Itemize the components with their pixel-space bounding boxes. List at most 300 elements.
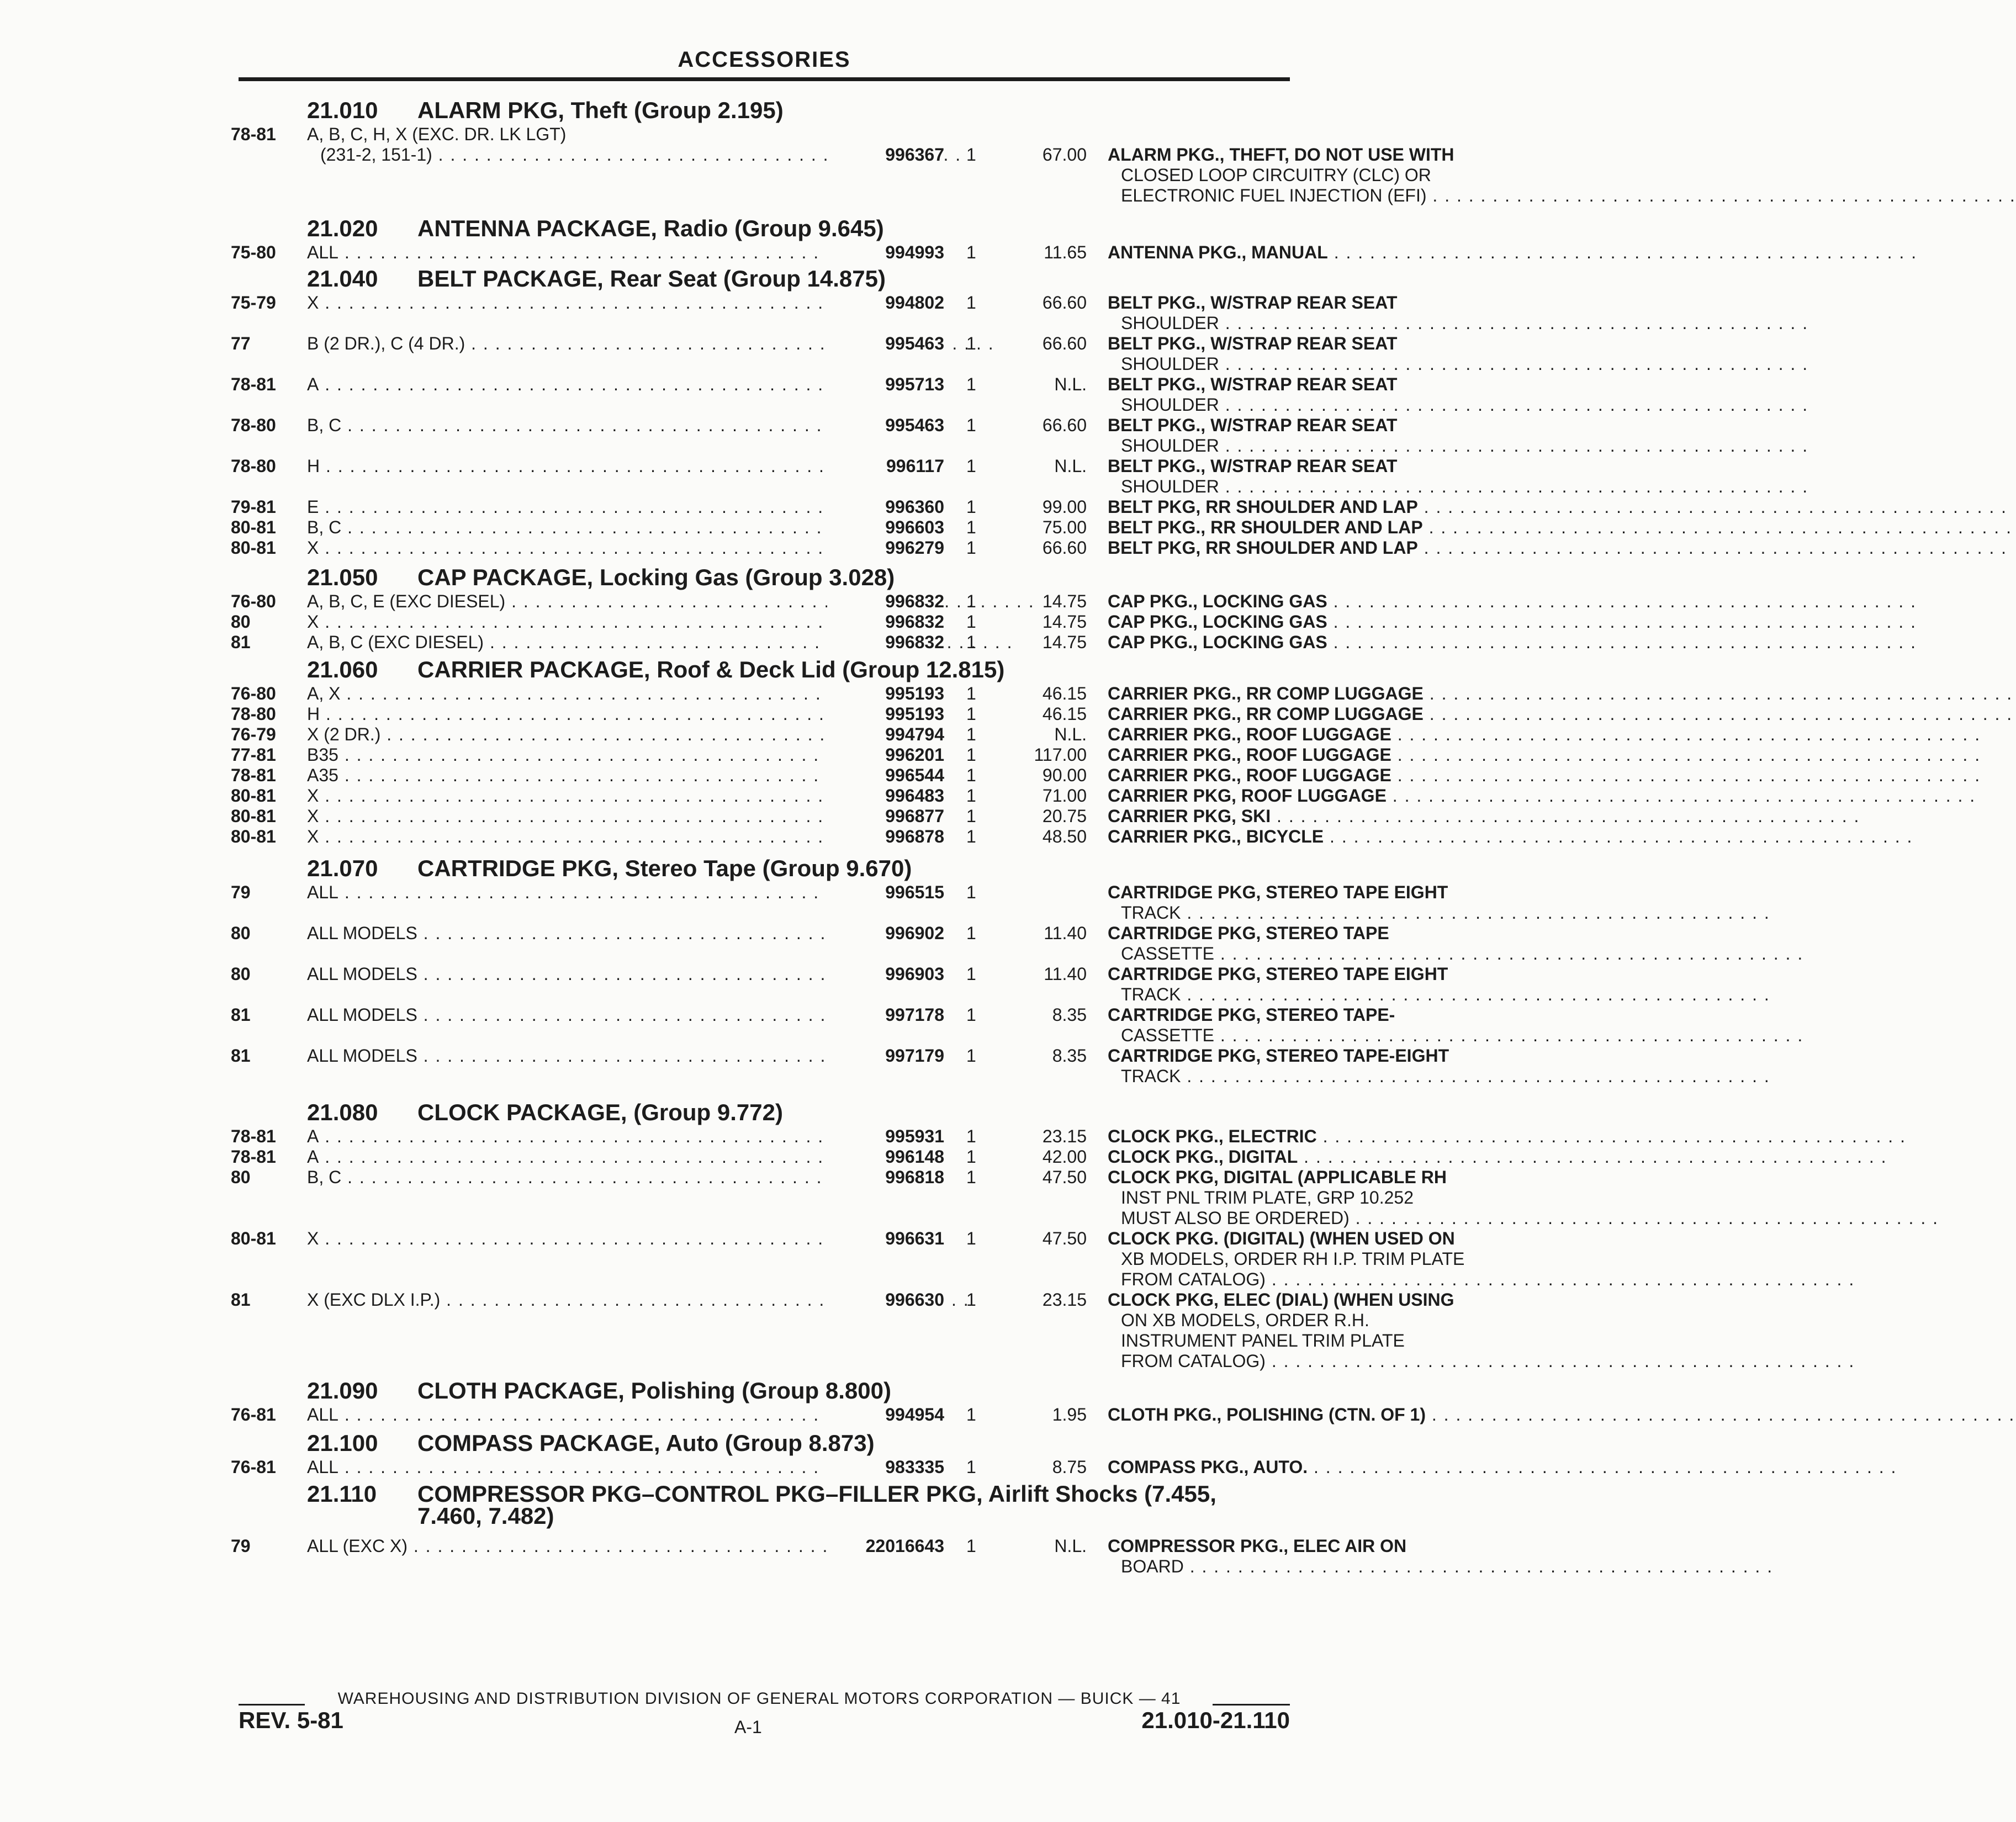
catalog-row bbox=[231, 1167, 1447, 1228]
quantity: 1 bbox=[966, 456, 976, 476]
description-line bbox=[1108, 374, 1526, 395]
catalog-row bbox=[231, 1046, 1449, 1087]
description bbox=[1108, 704, 1526, 724]
footer-page-number: A-1 bbox=[734, 1717, 762, 1737]
description-line bbox=[1108, 333, 1526, 354]
description bbox=[1108, 765, 1526, 786]
quantity: 1 bbox=[966, 145, 976, 165]
price: 46.15 bbox=[1042, 704, 1087, 724]
model-years: 78-81 bbox=[231, 1147, 276, 1167]
description-line bbox=[1108, 1188, 1526, 1208]
description bbox=[1108, 1046, 1526, 1087]
applicable-models-cont: (231-2, 151-1) . . . bbox=[307, 145, 839, 165]
part-number: 996631 bbox=[827, 1228, 944, 1249]
description-text: CARTRIDGE PKG, STEREO TAPE- bbox=[1108, 1005, 1395, 1025]
description-text: CLOSED LOOP CIRCUITRY (CLC) OR bbox=[1121, 165, 1431, 185]
price: 117.00 bbox=[1034, 745, 1087, 765]
quantity: 1 bbox=[966, 964, 976, 984]
price: 23.15 bbox=[1042, 1126, 1087, 1146]
description-line bbox=[1108, 1310, 1526, 1331]
description-text: CLOCK PKG. (DIGITAL) (WHEN USED ON bbox=[1108, 1228, 1455, 1248]
footer-division-text: WAREHOUSING AND DISTRIBUTION DIVISION OF GENERAL MOTORS CORPORATION — BUICK — 41 bbox=[337, 1689, 1181, 1708]
description-text: CARTRIDGE PKG, STEREO TAPE-EIGHT bbox=[1108, 1046, 1449, 1066]
price: 47.50 bbox=[1042, 1228, 1087, 1248]
description-line bbox=[1108, 827, 1505, 847]
description-line bbox=[1108, 395, 1518, 415]
quantity: 1 bbox=[966, 724, 976, 744]
description-line bbox=[1108, 1167, 1526, 1188]
description bbox=[1108, 724, 1526, 745]
part-number: 996515 bbox=[827, 882, 944, 903]
model-years: 77-81 bbox=[231, 745, 276, 765]
part-number: 996818 bbox=[827, 1167, 944, 1188]
part-number: 994993 bbox=[827, 242, 944, 263]
section-title: ANTENNA PACKAGE, Radio (Group 9.645) bbox=[417, 215, 884, 241]
catalog-row bbox=[231, 923, 1389, 964]
price: 20.75 bbox=[1042, 806, 1087, 826]
model-years: 78-80 bbox=[231, 415, 276, 435]
description-text: CARRIER PKG., BICYCLE bbox=[1108, 827, 1324, 846]
description bbox=[1108, 242, 1526, 263]
applicable-models: X . . . bbox=[307, 1228, 826, 1249]
description bbox=[1108, 1536, 1526, 1577]
price: 11.65 bbox=[1044, 242, 1087, 262]
section-heading bbox=[231, 1429, 1297, 1457]
part-number: 996832 bbox=[827, 591, 944, 612]
description bbox=[1108, 591, 1526, 612]
applicable-models: B35 . . . bbox=[307, 745, 826, 765]
description-line bbox=[1108, 436, 1518, 456]
price: 23.15 bbox=[1042, 1290, 1087, 1310]
description-text: SHOULDER bbox=[1121, 354, 1219, 374]
quantity: 1 bbox=[966, 612, 976, 632]
model-years: 76-81 bbox=[231, 1405, 276, 1424]
catalog-row bbox=[231, 1457, 1308, 1477]
applicable-models: B (2 DR.), C (4 DR.) . . . bbox=[307, 333, 826, 354]
description-text: CARTRIDGE PKG, STEREO TAPE EIGHT bbox=[1108, 964, 1448, 984]
price: 14.75 bbox=[1042, 591, 1087, 611]
section-title: CLOCK PACKAGE, (Group 9.772) bbox=[417, 1099, 783, 1125]
section-heading bbox=[231, 656, 1297, 684]
catalog-row bbox=[231, 1147, 1297, 1167]
part-number: 995193 bbox=[827, 704, 944, 724]
catalog-row bbox=[231, 374, 1398, 415]
description bbox=[1108, 374, 1526, 415]
description-line bbox=[1108, 165, 1526, 186]
description-text: SHOULDER bbox=[1121, 313, 1219, 333]
applicable-models: ALL MODELS . . . bbox=[307, 964, 826, 984]
applicable-models: A35 . . . bbox=[307, 765, 826, 786]
applicable-models: ALL . . . bbox=[307, 1405, 826, 1425]
part-number: 996360 bbox=[827, 497, 944, 517]
description bbox=[1108, 145, 1526, 206]
model-years: 78-81 bbox=[231, 374, 276, 394]
description bbox=[1108, 632, 1526, 653]
description-line bbox=[1108, 1536, 1526, 1556]
quantity: 1 bbox=[966, 242, 976, 262]
description-text: CARRIER PKG., ROOF LUGGAGE bbox=[1108, 745, 1391, 765]
description bbox=[1108, 612, 1526, 632]
quantity: 1 bbox=[966, 1228, 976, 1248]
model-years: 81 bbox=[231, 1046, 251, 1066]
price: 14.75 bbox=[1042, 632, 1087, 652]
description bbox=[1108, 1005, 1526, 1046]
applicable-models: X . . . bbox=[307, 612, 826, 632]
quantity: 1 bbox=[966, 517, 976, 537]
description-line bbox=[1108, 456, 1526, 476]
catalog-row bbox=[231, 765, 1391, 786]
quantity: 1 bbox=[966, 1126, 976, 1146]
applicable-models: ALL MODELS . . . bbox=[307, 1005, 826, 1025]
catalog-row bbox=[231, 882, 1448, 923]
description-text: XB MODELS, ORDER RH I.P. TRIM PLATE bbox=[1121, 1249, 1465, 1269]
applicable-models: ALL . . . bbox=[307, 882, 826, 903]
section-number: 21.050 bbox=[307, 564, 378, 590]
price: 66.60 bbox=[1042, 538, 1087, 558]
footer-section-range: 21.010-21.110 bbox=[1141, 1707, 1290, 1733]
model-years: 80 bbox=[231, 923, 251, 943]
section-heading bbox=[231, 215, 1297, 242]
applicable-models: A . . . bbox=[307, 1126, 826, 1147]
description-text: BELT PKG., W/STRAP REAR SEAT bbox=[1108, 333, 1398, 353]
section-number: 21.090 bbox=[307, 1378, 378, 1403]
description-text: CLOCK PKG., DIGITAL bbox=[1108, 1147, 1298, 1167]
description-text: COMPASS PKG., AUTO. bbox=[1108, 1457, 1308, 1477]
part-number: 995463 bbox=[827, 333, 944, 354]
description-text: INSTRUMENT PANEL TRIM PLATE bbox=[1121, 1331, 1405, 1350]
part-number: 996279 bbox=[827, 538, 944, 558]
applicable-models: ALL MODELS . . . bbox=[307, 923, 826, 944]
price: 46.15 bbox=[1042, 684, 1087, 703]
applicable-models: ALL . . . bbox=[307, 1457, 826, 1477]
description-text: BELT PKG., W/STRAP REAR SEAT bbox=[1108, 293, 1398, 313]
description-line bbox=[1108, 497, 1505, 517]
description-line bbox=[1108, 538, 1505, 558]
description-text: CARRIER PKG, SKI bbox=[1108, 806, 1271, 826]
part-number: 996878 bbox=[827, 827, 944, 847]
model-years: 81 bbox=[231, 1290, 251, 1310]
applicable-models: A, B, C (EXC DIESEL) . . . bbox=[307, 632, 826, 653]
model-years: 76-81 bbox=[231, 1457, 276, 1477]
footer-revision: REV. 5-81 bbox=[239, 1707, 343, 1733]
part-number: 995931 bbox=[827, 1126, 944, 1147]
description bbox=[1108, 806, 1526, 827]
catalog-row bbox=[231, 293, 1398, 333]
price: N.L. bbox=[1054, 456, 1087, 476]
model-years: 80-81 bbox=[231, 538, 276, 558]
description-line bbox=[1108, 186, 1518, 206]
catalog-row bbox=[231, 242, 1328, 263]
catalog-row bbox=[231, 497, 1418, 517]
applicable-models: X . . . bbox=[307, 538, 826, 558]
price: 11.40 bbox=[1044, 964, 1087, 984]
description-line bbox=[1108, 964, 1526, 984]
applicable-models: ALL MODELS . . . bbox=[307, 1046, 826, 1066]
description bbox=[1108, 1126, 1526, 1147]
section-heading bbox=[231, 1483, 1297, 1527]
quantity: 1 bbox=[966, 827, 976, 846]
description-text: CAP PKG., LOCKING GAS bbox=[1108, 591, 1327, 611]
price: N.L. bbox=[1054, 724, 1087, 744]
price: 1.95 bbox=[1052, 1405, 1087, 1424]
section-heading bbox=[231, 1377, 1297, 1405]
description bbox=[1108, 1147, 1526, 1167]
description-line bbox=[1108, 806, 1505, 827]
description-line bbox=[1108, 1126, 1505, 1147]
model-years: 81 bbox=[231, 632, 251, 652]
description-text: CLOTH PKG., POLISHING (CTN. OF 1) bbox=[1108, 1405, 1426, 1424]
description-text: CARRIER PKG., ROOF LUGGAGE bbox=[1108, 765, 1391, 785]
description-text: CLOCK PKG., ELECTRIC bbox=[1108, 1126, 1317, 1146]
part-number: 996483 bbox=[827, 786, 944, 806]
description-line bbox=[1108, 632, 1505, 653]
description-line bbox=[1108, 591, 1505, 612]
description bbox=[1108, 882, 1526, 923]
description-text: CASSETTE bbox=[1121, 944, 1214, 963]
price: 8.35 bbox=[1052, 1005, 1087, 1025]
description-text: INST PNL TRIM PLATE, GRP 10.252 bbox=[1121, 1188, 1414, 1207]
quantity: 1 bbox=[966, 374, 976, 394]
description-line bbox=[1108, 1351, 1518, 1371]
applicable-models: X (EXC DLX I.P.) . . . bbox=[307, 1290, 826, 1310]
section-heading bbox=[231, 564, 1297, 591]
model-years: 77 bbox=[231, 333, 251, 353]
model-years: 81 bbox=[231, 1005, 251, 1025]
catalog-row bbox=[231, 724, 1391, 745]
model-years: 80-81 bbox=[231, 517, 276, 537]
quantity: 1 bbox=[966, 293, 976, 313]
quantity: 1 bbox=[966, 704, 976, 724]
description-text: BELT PKG., W/STRAP REAR SEAT bbox=[1108, 374, 1398, 394]
model-years: 79 bbox=[231, 882, 251, 902]
model-years: 76-80 bbox=[231, 591, 276, 611]
description-text: BELT PKG., W/STRAP REAR SEAT bbox=[1108, 456, 1398, 476]
description-line bbox=[1108, 242, 1505, 263]
description-line bbox=[1108, 1208, 1518, 1228]
description bbox=[1108, 497, 1526, 517]
quantity: 1 bbox=[966, 1457, 976, 1477]
description-line bbox=[1108, 745, 1505, 765]
price: 47.50 bbox=[1042, 1167, 1087, 1187]
description-line bbox=[1108, 765, 1505, 786]
applicable-models: B, C . . . bbox=[307, 1167, 826, 1188]
applicable-models: A, B, C, E (EXC DIESEL) . . . bbox=[307, 591, 826, 612]
model-years: 75-79 bbox=[231, 293, 276, 313]
description-line bbox=[1108, 704, 1505, 724]
description-text: CLOCK PKG, DIGITAL (APPLICABLE RH bbox=[1108, 1167, 1447, 1187]
catalog-row bbox=[231, 124, 1454, 206]
applicable-models: H . . . bbox=[307, 704, 826, 724]
description-line bbox=[1108, 415, 1526, 436]
part-number: 983335 bbox=[827, 1457, 944, 1477]
description bbox=[1108, 1228, 1526, 1290]
footer-rule-left bbox=[239, 1704, 305, 1706]
price: 99.00 bbox=[1042, 497, 1087, 517]
part-number: 994802 bbox=[827, 293, 944, 313]
model-years: 78-81 bbox=[231, 765, 276, 785]
quantity: 1 bbox=[966, 806, 976, 826]
model-years: 78-80 bbox=[231, 456, 276, 476]
part-number: 996877 bbox=[827, 806, 944, 827]
description-line bbox=[1108, 476, 1518, 497]
footer-rule-right bbox=[1213, 1704, 1290, 1706]
description-text: BELT PKG, RR SHOULDER AND LAP bbox=[1108, 497, 1418, 517]
model-years: 80 bbox=[231, 1167, 251, 1187]
quantity: 1 bbox=[966, 333, 976, 353]
catalog-row bbox=[231, 745, 1391, 765]
applicable-models: A, B, C, H, X (EXC. DR. LK LGT) bbox=[307, 124, 567, 144]
part-number: 996832 bbox=[827, 612, 944, 632]
description-text: CARTRIDGE PKG, STEREO TAPE EIGHT bbox=[1108, 882, 1448, 902]
applicable-models: B, C . . . bbox=[307, 517, 826, 538]
price: 66.60 bbox=[1042, 293, 1087, 313]
part-number: 994794 bbox=[827, 724, 944, 745]
description-line bbox=[1108, 1249, 1526, 1269]
description bbox=[1108, 964, 1526, 1005]
description-line bbox=[1108, 882, 1526, 903]
applicable-models: X . . . bbox=[307, 786, 826, 806]
description-line bbox=[1108, 145, 1526, 165]
applicable-models: B, C . . . bbox=[307, 415, 826, 436]
price: 42.00 bbox=[1042, 1147, 1087, 1167]
description-text: CASSETTE bbox=[1121, 1025, 1214, 1045]
quantity: 1 bbox=[966, 1147, 976, 1167]
description bbox=[1108, 923, 1526, 964]
description-text: FROM CATALOG) bbox=[1121, 1269, 1266, 1289]
section-heading bbox=[231, 1099, 1297, 1126]
applicable-models: X (2 DR.) . . . bbox=[307, 724, 826, 745]
model-years: 80-81 bbox=[231, 786, 276, 806]
catalog-row bbox=[231, 684, 1424, 704]
description-text: CAP PKG., LOCKING GAS bbox=[1108, 612, 1327, 632]
description-text: CARTRIDGE PKG, STEREO TAPE bbox=[1108, 923, 1389, 943]
description-text: TRACK bbox=[1121, 1066, 1181, 1086]
description-line bbox=[1108, 1046, 1526, 1066]
quantity: 1 bbox=[966, 415, 976, 435]
model-years: 78-80 bbox=[231, 704, 276, 724]
description-line bbox=[1108, 903, 1518, 923]
section-number: 21.020 bbox=[307, 215, 378, 241]
description-line bbox=[1108, 1457, 1505, 1477]
catalog-row bbox=[231, 1536, 1407, 1577]
description bbox=[1108, 1290, 1526, 1371]
part-number: 996148 bbox=[827, 1147, 944, 1167]
price: N.L. bbox=[1054, 374, 1087, 394]
description-line bbox=[1108, 313, 1518, 333]
description bbox=[1108, 456, 1526, 497]
part-number: 995463 bbox=[827, 415, 944, 436]
description-text: CARRIER PKG., ROOF LUGGAGE bbox=[1108, 724, 1391, 744]
catalog-row bbox=[231, 517, 1423, 538]
description-line bbox=[1108, 1405, 1505, 1425]
section-heading bbox=[231, 855, 1297, 882]
description-text: CAP PKG., LOCKING GAS bbox=[1108, 632, 1327, 652]
description-text: CARRIER PKG., RR COMP LUGGAGE bbox=[1108, 704, 1424, 724]
section-number: 21.040 bbox=[307, 266, 378, 292]
quantity: 1 bbox=[966, 538, 976, 558]
description bbox=[1108, 1167, 1526, 1228]
description-line bbox=[1108, 786, 1505, 806]
description bbox=[1108, 538, 1526, 558]
description bbox=[1108, 415, 1526, 456]
price: 67.00 bbox=[1042, 145, 1087, 165]
catalog-row bbox=[231, 1290, 1454, 1371]
section-title: COMPRESSOR PKG–CONTROL PKG–FILLER PKG, Airlift Shocks (7.455, 7.460, 7.482) bbox=[417, 1481, 1216, 1529]
catalog-row bbox=[231, 632, 1327, 653]
description bbox=[1108, 827, 1526, 847]
section-number: 21.060 bbox=[307, 656, 378, 682]
section-title: BELT PACKAGE, Rear Seat (Group 14.875) bbox=[417, 266, 886, 292]
quantity: 1 bbox=[966, 745, 976, 765]
description-text: BELT PKG., W/STRAP REAR SEAT bbox=[1108, 415, 1398, 435]
description-line bbox=[1108, 944, 1518, 964]
catalog-row bbox=[231, 786, 1387, 806]
description-line bbox=[1108, 1066, 1518, 1087]
part-number: 996630 bbox=[827, 1290, 944, 1310]
applicable-models: A . . . bbox=[307, 1147, 826, 1167]
quantity: 1 bbox=[966, 591, 976, 611]
section-number: 21.080 bbox=[307, 1099, 378, 1125]
description-line bbox=[1108, 1228, 1526, 1249]
catalog-row bbox=[231, 1005, 1395, 1046]
part-number: 996902 bbox=[827, 923, 944, 944]
quantity: 1 bbox=[966, 1405, 976, 1424]
description-line bbox=[1108, 684, 1505, 704]
section-title: ALARM PKG, Theft (Group 2.195) bbox=[417, 97, 784, 123]
description-line bbox=[1108, 1005, 1526, 1025]
catalog-row bbox=[231, 333, 1398, 374]
catalog-row bbox=[231, 827, 1324, 847]
description-line bbox=[1108, 1331, 1526, 1351]
description-text: ALARM PKG., THEFT, DO NOT USE WITH bbox=[1108, 145, 1454, 165]
description-text: BELT PKG, RR SHOULDER AND LAP bbox=[1108, 538, 1418, 558]
description-text: ON XB MODELS, ORDER R.H. bbox=[1121, 1310, 1369, 1330]
catalog-row bbox=[231, 612, 1327, 632]
price: 71.00 bbox=[1042, 786, 1087, 806]
description-text: ELECTRONIC FUEL INJECTION (EFI) bbox=[1121, 186, 1427, 205]
quantity: 1 bbox=[966, 1536, 976, 1556]
description-line bbox=[1108, 293, 1526, 313]
applicable-models: X . . . bbox=[307, 806, 826, 827]
price: 66.60 bbox=[1042, 333, 1087, 353]
part-number: 22016643 bbox=[827, 1536, 944, 1556]
applicable-models: A . . . bbox=[307, 374, 826, 395]
description bbox=[1108, 684, 1526, 704]
quantity: 1 bbox=[966, 1046, 976, 1066]
model-years: 80-81 bbox=[231, 806, 276, 826]
applicable-models: ALL . . . bbox=[307, 242, 826, 263]
catalog-row bbox=[231, 964, 1448, 1005]
description-line bbox=[1108, 984, 1518, 1005]
header-rule bbox=[239, 77, 1290, 81]
catalog-row bbox=[231, 806, 1297, 827]
price: 48.50 bbox=[1042, 827, 1087, 846]
description-line bbox=[1108, 724, 1505, 745]
applicable-models: X . . . bbox=[307, 293, 826, 313]
description-text: BELT PKG., RR SHOULDER AND LAP bbox=[1108, 517, 1423, 537]
description-line bbox=[1108, 1290, 1526, 1310]
quantity: 1 bbox=[966, 684, 976, 703]
description-text: FROM CATALOG) bbox=[1121, 1351, 1266, 1371]
description-text: COMPRESSOR PKG., ELEC AIR ON bbox=[1108, 1536, 1407, 1556]
catalog-row bbox=[231, 704, 1424, 724]
price: 75.00 bbox=[1042, 517, 1087, 537]
description-line bbox=[1108, 612, 1505, 632]
part-number: 996201 bbox=[827, 745, 944, 765]
section-title: CLOTH PACKAGE, Polishing (Group 8.800) bbox=[417, 1378, 891, 1403]
description-line bbox=[1108, 354, 1518, 374]
applicable-models: H . . . bbox=[307, 456, 826, 476]
